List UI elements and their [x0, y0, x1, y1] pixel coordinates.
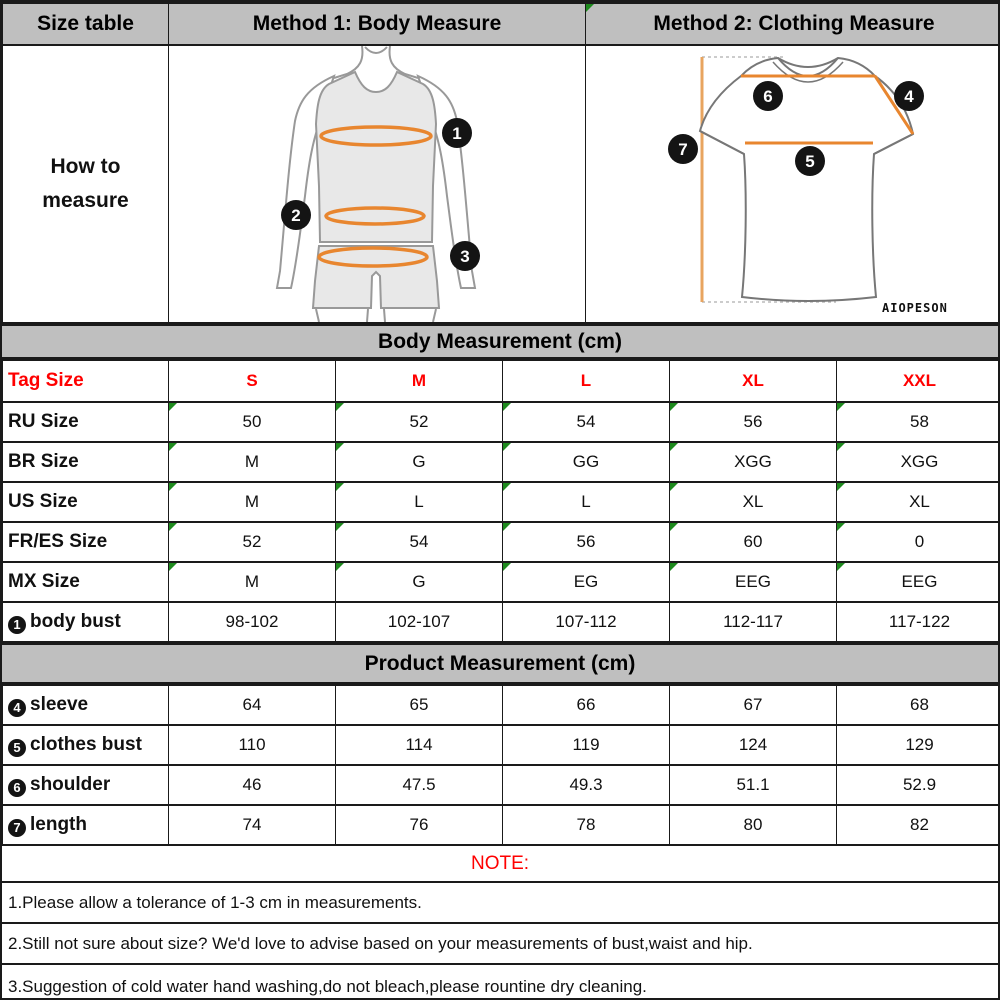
measurement-cell: 49.3 — [503, 765, 670, 805]
marker-1-icon: 1 — [8, 616, 26, 634]
measurement-cell: 124 — [670, 725, 837, 765]
product-measurement-table — [2, 684, 1000, 846]
product-measure-row — [3, 805, 1000, 845]
measurement-cell: 52.9 — [837, 765, 1000, 805]
body-figure-icon — [169, 46, 586, 322]
measurement-cell: 47.5 — [336, 765, 503, 805]
measurement-cell: EEG — [837, 562, 1000, 602]
measurement-cell: 110 — [169, 725, 336, 765]
method2-header: Method 2: Clothing Measure — [586, 3, 1000, 45]
svg-text:6: 6 — [763, 86, 773, 106]
measurement-cell: 129 — [837, 725, 1000, 765]
measurement-cell: 82 — [837, 805, 1000, 845]
measurement-cell: 76 — [336, 805, 503, 845]
size-column-s: S — [169, 360, 336, 402]
measurement-cell: XL — [670, 482, 837, 522]
measurement-cell: M — [169, 442, 336, 482]
measurement-cell: L — [336, 482, 503, 522]
measurement-cell: 56 — [670, 402, 837, 442]
body-measure-row — [3, 482, 1000, 522]
method1-header: Method 1: Body Measure — [169, 3, 586, 45]
measurement-cell: 80 — [670, 805, 837, 845]
measurement-cell: 66 — [503, 685, 670, 725]
marker-4-icon: 4 — [8, 699, 26, 717]
measurement-cell: 52 — [336, 402, 503, 442]
measurement-cell: 98-102 — [169, 602, 336, 642]
measurement-cell: 65 — [336, 685, 503, 725]
marker-7-icon: 7 — [8, 819, 26, 837]
measurement-cell: 68 — [837, 685, 1000, 725]
size-column-xl: XL — [670, 360, 837, 402]
row-label: 6 shoulder — [3, 765, 169, 805]
marker-5-icon: 5 — [8, 739, 26, 757]
row-label: BR Size — [3, 442, 169, 482]
measurement-cell: 51.1 — [670, 765, 837, 805]
svg-text:4: 4 — [904, 86, 914, 106]
how-to-line1: How to — [50, 155, 121, 179]
measurement-cell: XGG — [670, 442, 837, 482]
illustration-row — [3, 45, 1000, 323]
size-column-m: M — [336, 360, 503, 402]
measurement-cell: 114 — [336, 725, 503, 765]
marker-4-icon — [894, 81, 924, 111]
tag-size-row — [3, 360, 1000, 402]
svg-text:2: 2 — [291, 205, 301, 225]
measurement-cell: 107-112 — [503, 602, 670, 642]
measurement-cell: 0 — [837, 522, 1000, 562]
body-measurement-table — [2, 359, 1000, 643]
size-column-l: L — [503, 360, 670, 402]
measurement-cell: 60 — [670, 522, 837, 562]
brand-label: AIOPESON — [882, 301, 948, 315]
tshirt-figure-icon — [586, 46, 1000, 322]
measurement-cell: EEG — [670, 562, 837, 602]
note-title: NOTE: — [2, 846, 998, 883]
measurement-cell: 46 — [169, 765, 336, 805]
product-measure-row — [3, 725, 1000, 765]
measurement-cell: 54 — [503, 402, 670, 442]
measurement-cell: 52 — [169, 522, 336, 562]
measurement-cell: EG — [503, 562, 670, 602]
note-item: 1.Please allow a tolerance of 1-3 cm in measurements. — [2, 883, 998, 924]
measurement-cell: 54 — [336, 522, 503, 562]
row-label: US Size — [3, 482, 169, 522]
tag-size-label: Tag Size — [3, 360, 169, 402]
measurement-cell: 119 — [503, 725, 670, 765]
marker-1-icon — [442, 118, 472, 148]
note-item: 3.Suggestion of cold water hand washing,do not bleach,please rountine dry cleaning. — [8, 977, 647, 996]
measurement-cell: 102-107 — [336, 602, 503, 642]
measurement-cell: G — [336, 562, 503, 602]
method-header-table — [2, 2, 1000, 324]
measurement-cell: 50 — [169, 402, 336, 442]
product-measure-row — [3, 765, 1000, 805]
marker-6-icon — [753, 81, 783, 111]
method-header-row — [3, 3, 1000, 45]
body-measurement-title: Body Measurement (cm) — [2, 324, 998, 359]
product-measurement-title: Product Measurement (cm) — [2, 643, 998, 684]
size-table-header: Size table — [3, 3, 169, 45]
clothing-measure-illustration — [586, 46, 1000, 322]
note-list — [2, 883, 998, 1000]
measurement-cell: XL — [837, 482, 1000, 522]
body-measure-row — [3, 522, 1000, 562]
row-label: 4 sleeve — [3, 685, 169, 725]
measurement-cell: M — [169, 562, 336, 602]
svg-text:3: 3 — [460, 246, 470, 266]
body-measure-row — [3, 442, 1000, 482]
body-measure-row — [3, 562, 1000, 602]
marker-5-icon — [795, 146, 825, 176]
measurement-cell: GG — [503, 442, 670, 482]
measurement-cell: G — [336, 442, 503, 482]
measurement-cell: 78 — [503, 805, 670, 845]
marker-7-icon — [668, 134, 698, 164]
marker-6-icon: 6 — [8, 779, 26, 797]
body-measure-row — [3, 402, 1000, 442]
how-to-line2: measure — [42, 189, 129, 212]
measurement-cell: 56 — [503, 522, 670, 562]
measurement-cell: L — [503, 482, 670, 522]
row-label: 7 length — [3, 805, 169, 845]
measurement-cell: M — [169, 482, 336, 522]
marker-3-icon — [450, 241, 480, 271]
row-label: MX Size — [3, 562, 169, 602]
how-to-measure-label — [3, 45, 169, 323]
note-item: 2.Still not sure about size? We'd love to advise based on your measurements of bust,waist and hip. — [2, 924, 998, 965]
row-label: 1 body bust — [3, 602, 169, 642]
svg-text:7: 7 — [678, 139, 688, 159]
row-label: RU Size — [3, 402, 169, 442]
svg-text:5: 5 — [805, 151, 815, 171]
body-measure-illustration — [169, 46, 585, 322]
measurement-cell: 112-117 — [670, 602, 837, 642]
body-measure-row — [3, 602, 1000, 642]
measurement-cell: 117-122 — [837, 602, 1000, 642]
measurement-cell: XGG — [837, 442, 1000, 482]
row-label: FR/ES Size — [3, 522, 169, 562]
measurement-cell: 74 — [169, 805, 336, 845]
measurement-cell: 67 — [670, 685, 837, 725]
svg-text:1: 1 — [452, 123, 462, 143]
measurement-cell: 58 — [837, 402, 1000, 442]
size-column-xxl: XXL — [837, 360, 1000, 402]
product-measure-row — [3, 685, 1000, 725]
marker-2-icon — [281, 200, 311, 230]
row-label: 5 clothes bust — [3, 725, 169, 765]
measurement-cell: 64 — [169, 685, 336, 725]
